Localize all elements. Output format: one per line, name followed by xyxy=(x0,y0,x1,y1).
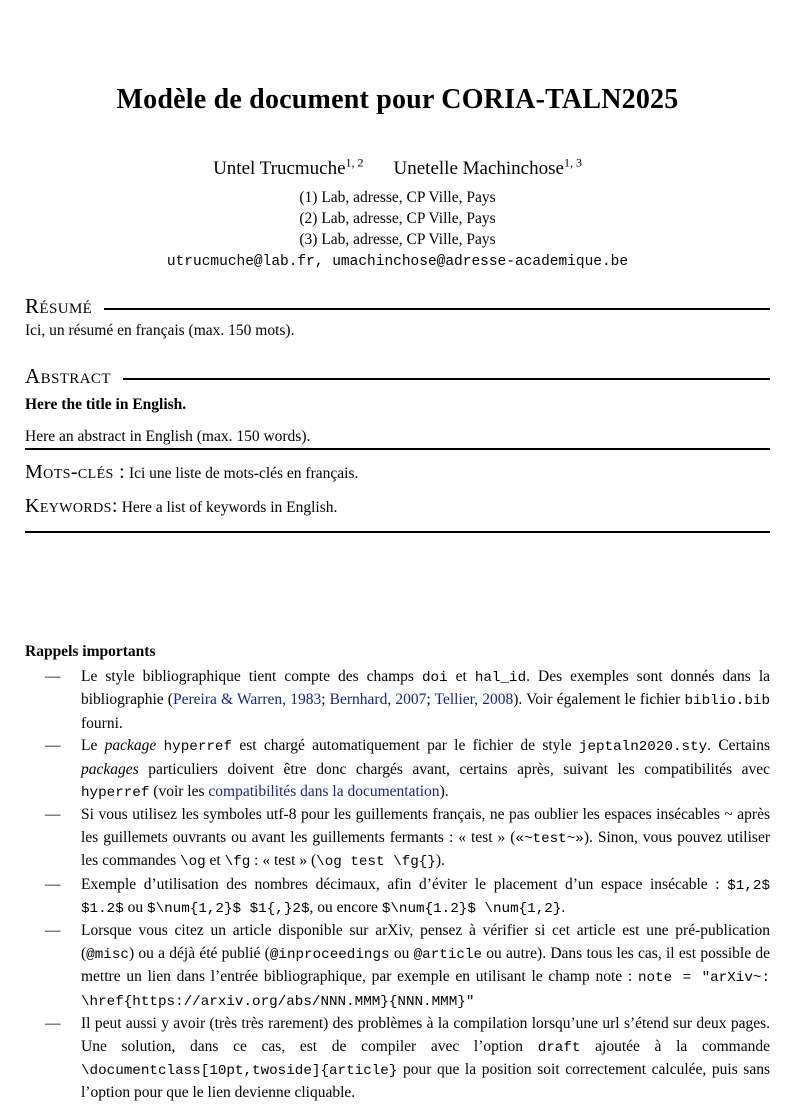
resume-heading: Résumé xyxy=(25,294,93,318)
text-run: \og test \fg{} xyxy=(316,854,436,871)
text-run xyxy=(156,737,163,754)
text-run: (voir les xyxy=(149,783,209,801)
text-run: Le style bibliographique tient compte des champs xyxy=(81,668,422,685)
affiliation-line-3: (3) Lab, adresse, CP Ville, Pays xyxy=(299,231,496,248)
text-run: . Certains xyxy=(707,737,770,755)
text-run: . Des exemples sont donnés dans la bibliographie ( xyxy=(81,668,771,709)
resume-text: Ici, un résumé en français (max. 150 mots). xyxy=(25,322,295,339)
item-text xyxy=(81,806,770,869)
author-1-affil-sup: 1, 2 xyxy=(345,155,364,170)
page-title: Modèle de document pour CORIA-TALN2025 xyxy=(116,84,679,115)
item-text xyxy=(81,876,770,916)
list-item xyxy=(25,920,770,1013)
text-run: $\num{1.2}$ \num{1,2} xyxy=(381,901,562,918)
affiliation-line-2: (2) Lab, adresse, CP Ville, Pays xyxy=(299,210,496,227)
text-run: et xyxy=(447,668,475,685)
text-run: Si vous utilisez les symboles utf-8 pour les guillements français, ne pas oublier les espaces insécables ~ après les guillemets ouvrants ou avant les guillements fermants : « test » ( xyxy=(81,806,770,846)
text-run: est chargé automatiquement par le fichier de style xyxy=(232,737,579,755)
keywords-line xyxy=(25,495,770,518)
list-item xyxy=(25,874,770,921)
item-dash: — xyxy=(45,668,61,685)
text-run: draft xyxy=(537,1039,581,1056)
header-bottom-rule xyxy=(25,531,770,533)
resume-heading-row xyxy=(25,295,770,317)
text-run: ; xyxy=(321,691,330,709)
hyperlink[interactable]: Bernhard, 2007 xyxy=(329,691,427,709)
text-run: hyperref xyxy=(81,785,150,802)
text-run: ; xyxy=(426,691,435,709)
text-run: . xyxy=(561,899,566,917)
item-dash: — xyxy=(45,922,61,940)
text-run: Lorsque vous citez un article disponible sur arXiv, pensez à vérifier si cet article est une pré-publication ( xyxy=(81,922,770,962)
text-run: Il peut aussi y avoir (très très rarement) des problèmes à la compilation lorsqu’une url s’étend sur deux pages. Une solution, dans ce cas, est de compiler avec l’option xyxy=(81,1015,770,1055)
text-run: pour que la position soit correctement calculée, puis sans l’option pour que le lien devienne cliquable. xyxy=(81,1060,770,1102)
author-1 xyxy=(213,155,364,179)
resume-rule xyxy=(104,308,770,310)
mots-cles-text: Ici une liste de mots-clés en français. xyxy=(125,465,359,482)
abstract-english-title: Here the title in English. xyxy=(25,396,187,413)
text-run: «~test~» xyxy=(515,830,584,847)
author-1-name: Untel Trucmuche xyxy=(213,158,346,179)
item-dash: — xyxy=(45,875,61,893)
text-run: ). Voir également le fichier xyxy=(513,691,685,709)
text-run: ou xyxy=(389,944,414,962)
text-run: ajoutée à la commande xyxy=(580,1037,770,1055)
text-run: ). xyxy=(439,783,449,801)
text-run: @article xyxy=(413,946,483,963)
text-run: hyperref xyxy=(163,739,233,756)
text-run: package xyxy=(104,737,157,755)
text-run: particuliers doivent être donc chargés avant, certains après, suivant les compatibilités avec xyxy=(138,760,770,778)
item-text xyxy=(81,668,770,732)
abstract-rule xyxy=(123,378,770,380)
mots-cles-line xyxy=(25,461,770,484)
text-run: jeptaln2020.sty xyxy=(578,739,708,756)
text-run: ). Sinon, vous pouvez utiliser les commandes xyxy=(81,828,770,870)
text-run: \og xyxy=(180,854,206,871)
item-dash: — xyxy=(45,806,61,824)
rappels-heading: Rappels importants xyxy=(25,643,156,660)
text-run: \fg xyxy=(224,854,251,871)
text-run: note = "arXiv~: \href{https://arxiv.org/abs/NNN.MMM}{NNN.MMM}" xyxy=(81,970,770,1010)
item-text xyxy=(81,1015,770,1101)
text-run: et xyxy=(205,852,225,870)
text-run: ) ou a déjà été publié ( xyxy=(128,944,270,962)
text-run: Exemple d’utilisation des nombres décimaux, afin d’éviter le placement d’un espace insécable : xyxy=(81,875,728,893)
text-run: hal_id xyxy=(474,670,527,686)
item-dash: — xyxy=(45,1015,61,1033)
text-run: : « test » ( xyxy=(250,852,317,870)
authors-line xyxy=(25,155,770,180)
abstract-heading-row xyxy=(25,365,770,387)
text-run: Le xyxy=(81,737,105,755)
text-run: $1,2$ $1.2$ xyxy=(81,877,770,918)
item-text xyxy=(81,922,770,1008)
author-emails: utrucmuche@lab.fr, umachinchose@adresse-academique.be xyxy=(166,254,629,270)
list-item xyxy=(25,1013,770,1105)
abstract-english-text: Here an abstract in English (max. 150 words). xyxy=(25,428,770,450)
text-run: ou autre). Dans tous les cas, il est possible de mettre un lien dans l’entrée bibliographique, par exemple en utilisant le champ note : xyxy=(81,944,771,986)
item-dash: — xyxy=(45,737,61,755)
item-text xyxy=(81,737,770,800)
keywords-text: Here a list of keywords in English. xyxy=(117,499,338,516)
text-run: biblio.bib xyxy=(684,693,770,710)
text-run: $\num{1,2}$ $1{,}2$ xyxy=(147,901,310,918)
hyperlink[interactable]: compatibilités dans la documentation xyxy=(208,783,440,801)
abstract-heading: Abstract xyxy=(25,364,111,388)
hyperlink[interactable]: Pereira & Warren, 1983 xyxy=(172,691,322,709)
text-run: @inproceedings xyxy=(269,946,390,963)
affiliation-line-1: (1) Lab, adresse, CP Ville, Pays xyxy=(299,189,496,206)
author-2-name: Unetelle Machinchose xyxy=(393,158,564,179)
text-run: fourni. xyxy=(81,714,123,732)
text-run: ). xyxy=(435,852,445,870)
text-run: doi xyxy=(421,670,448,686)
text-run: packages xyxy=(81,760,139,778)
text-run: @misc xyxy=(86,946,129,963)
author-2-affil-sup: 1, 3 xyxy=(563,155,582,170)
rappels-list xyxy=(25,666,770,1105)
text-run: , ou encore xyxy=(309,899,382,917)
list-item xyxy=(25,804,770,873)
hyperlink[interactable]: Tellier, 2008 xyxy=(434,691,514,709)
list-item xyxy=(25,666,770,735)
affiliations xyxy=(25,187,770,250)
text-run: \documentclass[10pt,twoside]{article} xyxy=(81,1062,398,1079)
author-2 xyxy=(393,155,582,179)
list-item xyxy=(25,735,770,804)
text-run: ou xyxy=(123,899,148,917)
mots-cles-heading: Mots-clés : xyxy=(25,461,126,483)
keywords-heading: Keywords: xyxy=(25,495,118,517)
